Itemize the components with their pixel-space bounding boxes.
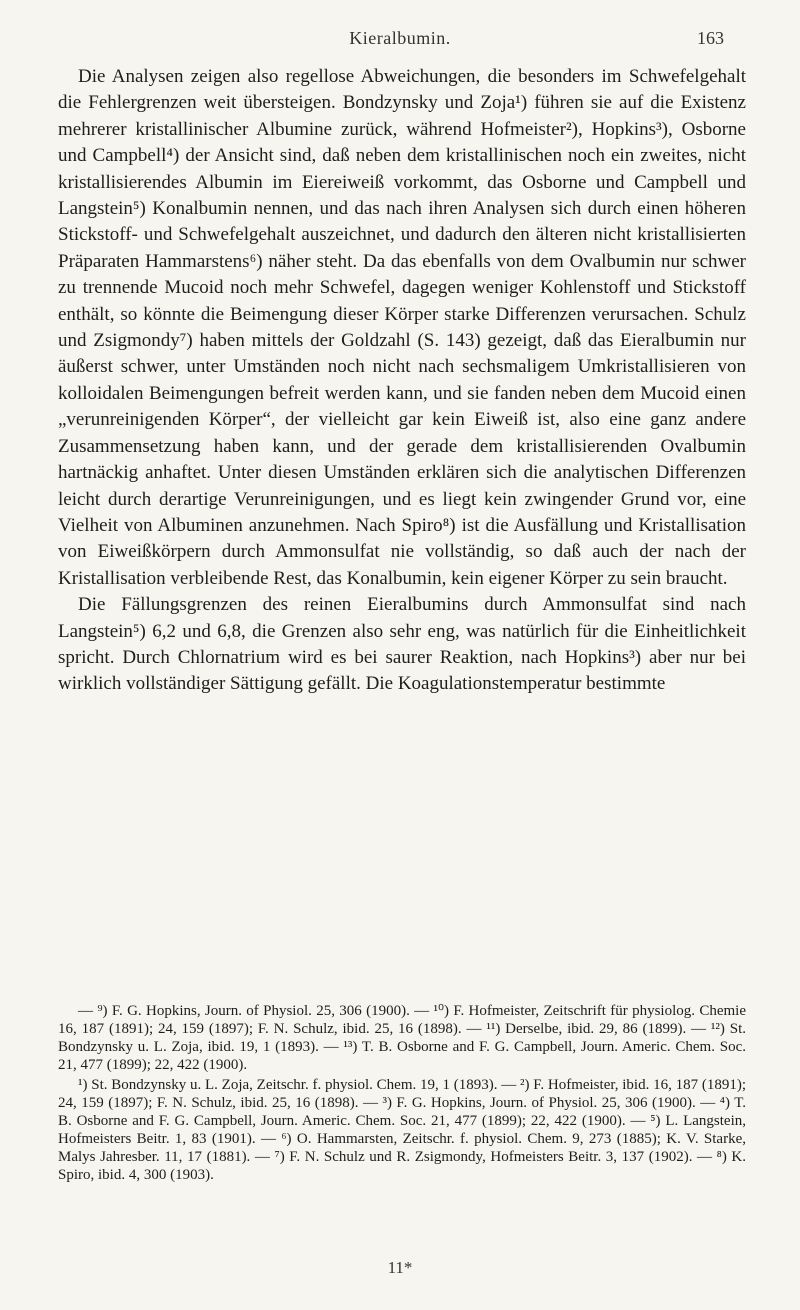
paragraph-1: Die Analysen zeigen also regellose Abweichungen, die besonders im Schwefelgehalt die Fehlergrenzen weit übersteigen. Bondzynsky und Zoja¹) führen sie auf die Existenz mehrerer kristallinischer Albumine zurück, während Hofmeister²), Hopkins³), Osborne und Campbell⁴) der Ansicht sind, daß neben dem kristallinischen noch ein zweites, nicht kristallisierendes Albumin im Eiereiweiß vorkommt, das Osborne und Campbell und Langstein⁵) Konalbumin nennen, und das nach ihren Analysen sich durch einen höheren Stickstoff- und Schwefelgehalt auszeichnet, und dadurch den älteren nicht kristallisierten Präparaten Hammarstens⁶) näher steht. Da das ebenfalls von dem Ovalbumin nur schwer zu trennende Mucoid noch mehr Schwefel, dagegen weniger Kohlenstoff und Stickstoff enthält, so könnte die Beimengung dieser Körper starke Differenzen verursachen. Schulz und Zsigmondy⁷) haben mittels der Goldzahl (S. 143) gezeigt, daß das Eieralbumin nur äußerst schwer, unter Umständen noch nicht nach sechsmaligem Umkristallisieren von kolloidalen Beimengungen befreit werden kann, und sie fanden neben dem Mucoid einen „verunreinigenden Körper“, der vielleicht gar kein Eiweiß ist, also eine ganz andere Zusammensetzung haben kann, und der gerade dem kristallisierenden Ovalbumin hartnäckig anhaftet. Unter diesen Umständen erklären sich die analytischen Differenzen leicht durch derartige Verunreinigungen, und es liegt kein zwingender Grund vor, eine Vielheit von Albuminen anzunehmen. Nach Spiro⁸) ist die Ausfällung und Kristallisation von Eiweißkörpern durch Ammonsulfat nie vollständig, so daß auch der nach der Kristallisation verbleibende Rest, das Konalbumin, kein eigener Körper zu sein braucht. — [58, 66, 746, 589]
sheet-signature: 11* — [387, 1258, 413, 1277]
running-head: Kieralbumin. — [349, 28, 451, 48]
main-text — [58, 64, 746, 698]
footnote-carryover: — ⁹) F. G. Hopkins, Journ. of Physiol. 25, 306 (1900). — ¹⁰) F. Hofmeister, Zeitschrift für physiolog. Chemie 16, 187 (1891); 24, 159 (1897); F. N. Schulz, ibid. 25, 16 (1898). — ¹¹) Derselbe, ibid. 29, 86 (1899). — ¹²) St. Bondzynsky u. L. Zoja, ibid. 19, 1 (1893). — ¹³) T. B. Osborne and F. G. Campbell, Journ. Americ. Chem. Soc. 21, 477 (1899); 22, 422 (1900). — [58, 1003, 746, 1073]
page-header — [0, 28, 800, 52]
footnote-list: ¹) St. Bondzynsky u. L. Zoja, Zeitschr. f. physiol. Chem. 19, 1 (1893). — ²) F. Hofmeister, ibid. 16, 187 (1891); 24, 159 (1897); F. N. Schulz, ibid. 25, 16 (1898). — ³) F. G. Hopkins, Journ. of Physiol. 25, 306 (1900). — ⁴) T. B. Osborne and F. G. Campbell, Journ. Americ. Chem. Soc. 21, 477 (1899); 22, 422 (1900). — ⁵) L. Langstein, Hofmeisters Beitr. 1, 83 (1901). — ⁶) O. Hammarsten, Zeitschr. f. physiol. Chem. 9, 273 (1885); K. V. Starke, Malys Jahresber. 11, 17 (1881). — ⁷) F. N. Schulz und R. Zsigmondy, Hofmeisters Beitr. 3, 137 (1902). — ⁸) K. Spiro, ibid. 4, 300 (1903). — [58, 1077, 746, 1183]
page-number: 163 — [697, 28, 724, 48]
paragraph-2: Die Fällungsgrenzen des reinen Eieralbumins durch Ammonsulfat sind nach Langstein⁵) 6,2 und 6,8, die Grenzen also sehr eng, was natürlich für die Einheitlichkeit spricht. Durch Chlornatrium wird es bei saurer Reaktion, nach Hopkins³) aber nur bei wirklich vollständiger Sättigung gefällt. Die Koagulationstemperatur bestimmte — [58, 594, 746, 695]
footnotes — [58, 1002, 746, 1186]
